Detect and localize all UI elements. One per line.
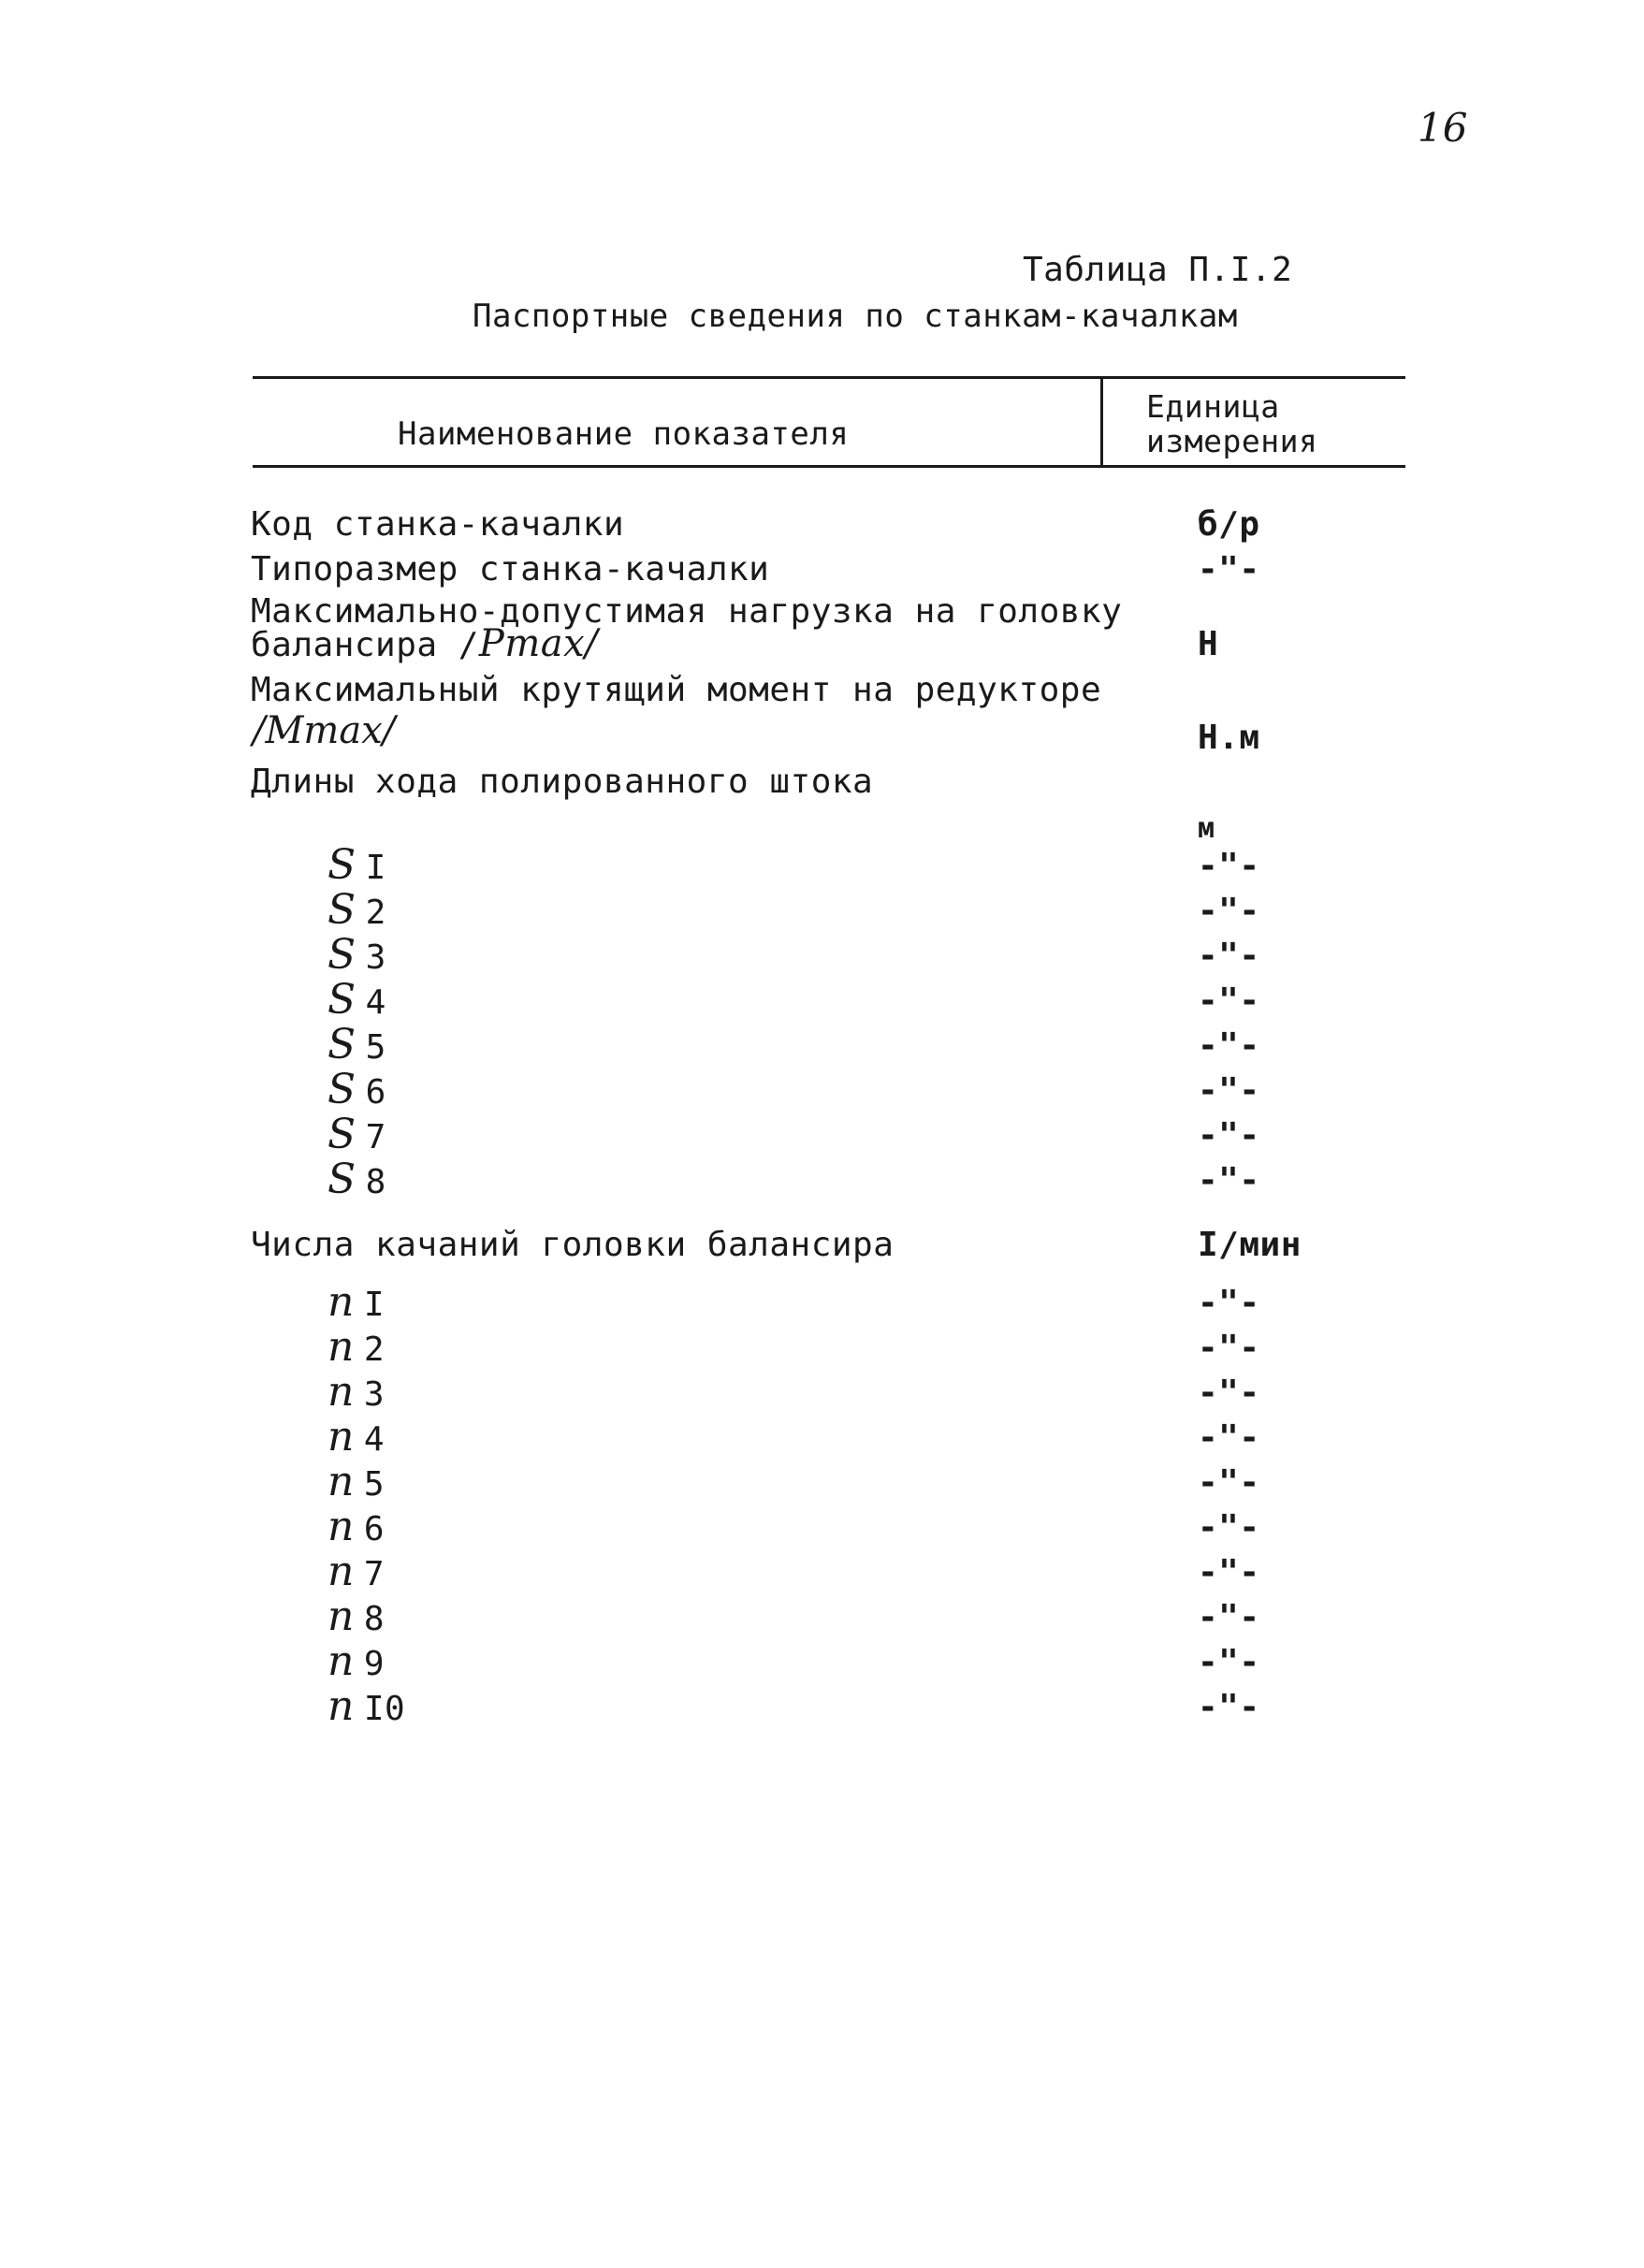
swing-count-row-label <box>327 1592 385 1640</box>
page-number: 16 <box>1418 105 1468 151</box>
stroke-length-row-symbol: S <box>327 931 356 979</box>
row-label-swing-counts: Числа качаний головки балансира <box>251 1226 895 1264</box>
swing-count-row-unit: -"- <box>1198 1643 1260 1681</box>
swing-count-row-unit: -"- <box>1198 1329 1260 1367</box>
swing-count-row-unit: -"- <box>1198 1508 1260 1547</box>
swing-count-row-index: I <box>363 1286 386 1324</box>
swing-count-row-index: 3 <box>363 1375 386 1414</box>
swing-count-row-unit: -"- <box>1198 1463 1260 1502</box>
max-torque-symbol: /Mmax/ <box>253 709 396 752</box>
row-label-rig-code: Код станка-качалки <box>251 505 625 544</box>
stroke-length-row-index: 3 <box>365 938 386 977</box>
swing-count-row-label <box>327 1323 385 1371</box>
swing-count-row-unit: -"- <box>1198 1374 1260 1412</box>
stroke-length-row-symbol: S <box>327 1111 356 1158</box>
swing-count-row-index: 8 <box>363 1600 386 1638</box>
stroke-length-row-unit: -"- <box>1198 1071 1260 1110</box>
row-unit-swing-counts: I/мин <box>1198 1226 1302 1264</box>
swing-count-row-symbol: n <box>327 1682 355 1730</box>
swing-count-row-symbol: n <box>327 1592 355 1640</box>
row-unit-rig-size: -"- <box>1198 550 1260 589</box>
row-label-stroke-lengths: Длины хода полированного штока <box>251 763 874 801</box>
stroke-length-row-label <box>327 886 386 934</box>
stroke-length-row-label <box>327 841 386 889</box>
table-number: Таблица П.I.2 <box>1023 251 1293 289</box>
stroke-length-row-symbol: S <box>327 841 356 889</box>
swing-count-row-index: 7 <box>363 1555 386 1593</box>
stroke-length-row-index: 6 <box>365 1073 386 1112</box>
swing-count-row-label <box>327 1503 385 1550</box>
stroke-length-row-index: 8 <box>365 1163 386 1201</box>
header-column-divider <box>1100 378 1103 466</box>
row-unit-stroke-lengths: м <box>1198 812 1215 845</box>
stroke-length-row-label <box>327 931 386 979</box>
swing-count-row-index: I0 <box>363 1690 406 1728</box>
row-label-max-torque: Максимальный крутящий момент на редукторе <box>251 671 1102 709</box>
swing-count-row-index: 5 <box>363 1465 386 1504</box>
header-name-column: Наименование показателя <box>398 415 850 453</box>
stroke-length-row-index: 7 <box>365 1118 386 1156</box>
swing-count-row-symbol: n <box>327 1503 355 1550</box>
stroke-length-row-index: 2 <box>365 894 386 932</box>
stroke-length-row-symbol: S <box>327 1021 356 1069</box>
stroke-length-row-label <box>327 1021 386 1069</box>
row-label-max-load <box>251 592 1123 665</box>
stroke-length-row-symbol: S <box>327 886 356 934</box>
max-load-line2 <box>251 622 1122 665</box>
swing-count-row-index: 4 <box>363 1420 386 1459</box>
swing-count-row-unit: -"- <box>1198 1284 1260 1322</box>
swing-count-row-unit: -"- <box>1198 1553 1260 1592</box>
row-unit-rig-code: б/р <box>1198 505 1260 544</box>
header-unit-line2: измерения <box>1146 423 1318 459</box>
stroke-length-row-label <box>327 1066 386 1113</box>
header-top-rule <box>253 376 1405 379</box>
stroke-length-row-unit: -"- <box>1198 1161 1260 1199</box>
stroke-length-row-index: 4 <box>365 983 386 1022</box>
swing-count-row-unit: -"- <box>1198 1688 1260 1726</box>
swing-count-row-symbol: n <box>327 1278 355 1326</box>
stroke-length-row-unit: -"- <box>1198 1116 1260 1155</box>
stroke-length-row-unit: -"- <box>1198 892 1260 930</box>
row-unit-max-torque: Н.м <box>1198 719 1260 757</box>
stroke-length-row-label <box>327 1156 386 1203</box>
table-title: Паспортные сведения по станкам-качалкам <box>473 298 1238 335</box>
header-unit-column <box>1146 389 1317 458</box>
swing-count-row-symbol: n <box>327 1458 355 1505</box>
max-load-line2-text: балансира / <box>251 626 479 664</box>
swing-count-row-label <box>327 1413 385 1461</box>
stroke-length-row-index: 5 <box>365 1028 386 1067</box>
header-bottom-rule <box>253 465 1405 468</box>
swing-count-row-label <box>327 1278 385 1326</box>
stroke-length-row-symbol: S <box>327 976 356 1024</box>
swing-count-row-index: 9 <box>363 1645 386 1683</box>
stroke-length-row-label <box>327 976 386 1024</box>
swing-count-row-index: 6 <box>363 1510 386 1548</box>
header-unit-line1: Единица <box>1146 388 1280 425</box>
swing-count-row-symbol: n <box>327 1368 355 1416</box>
stroke-length-row-label <box>327 1111 386 1158</box>
stroke-length-row-unit: -"- <box>1198 847 1260 885</box>
swing-count-row-label <box>327 1548 385 1595</box>
swing-count-row-index: 2 <box>363 1330 386 1369</box>
swing-count-row-symbol: n <box>327 1548 355 1595</box>
swing-count-row-label <box>327 1682 405 1730</box>
swing-count-row-symbol: n <box>327 1637 355 1685</box>
swing-count-row-symbol: n <box>327 1413 355 1461</box>
stroke-length-row-symbol: S <box>327 1066 356 1113</box>
stroke-length-row-index: I <box>365 849 386 887</box>
swing-count-row-unit: -"- <box>1198 1418 1260 1457</box>
stroke-length-row-unit: -"- <box>1198 981 1260 1020</box>
swing-count-row-label <box>327 1637 385 1685</box>
swing-count-row-label <box>327 1368 385 1416</box>
row-unit-max-load: Н <box>1198 625 1219 663</box>
row-label-rig-size: Типоразмер станка-качалки <box>251 550 770 589</box>
stroke-length-row-unit: -"- <box>1198 937 1260 975</box>
stroke-length-row-unit: -"- <box>1198 1026 1260 1065</box>
stroke-length-row-symbol: S <box>327 1156 356 1203</box>
swing-count-row-symbol: n <box>327 1323 355 1371</box>
max-load-symbol: Pmax/ <box>478 622 599 665</box>
swing-count-row-unit: -"- <box>1198 1598 1260 1636</box>
max-load-line1: Максимально-допустимая нагрузка на головку <box>251 592 1123 631</box>
swing-count-row-label <box>327 1458 385 1505</box>
